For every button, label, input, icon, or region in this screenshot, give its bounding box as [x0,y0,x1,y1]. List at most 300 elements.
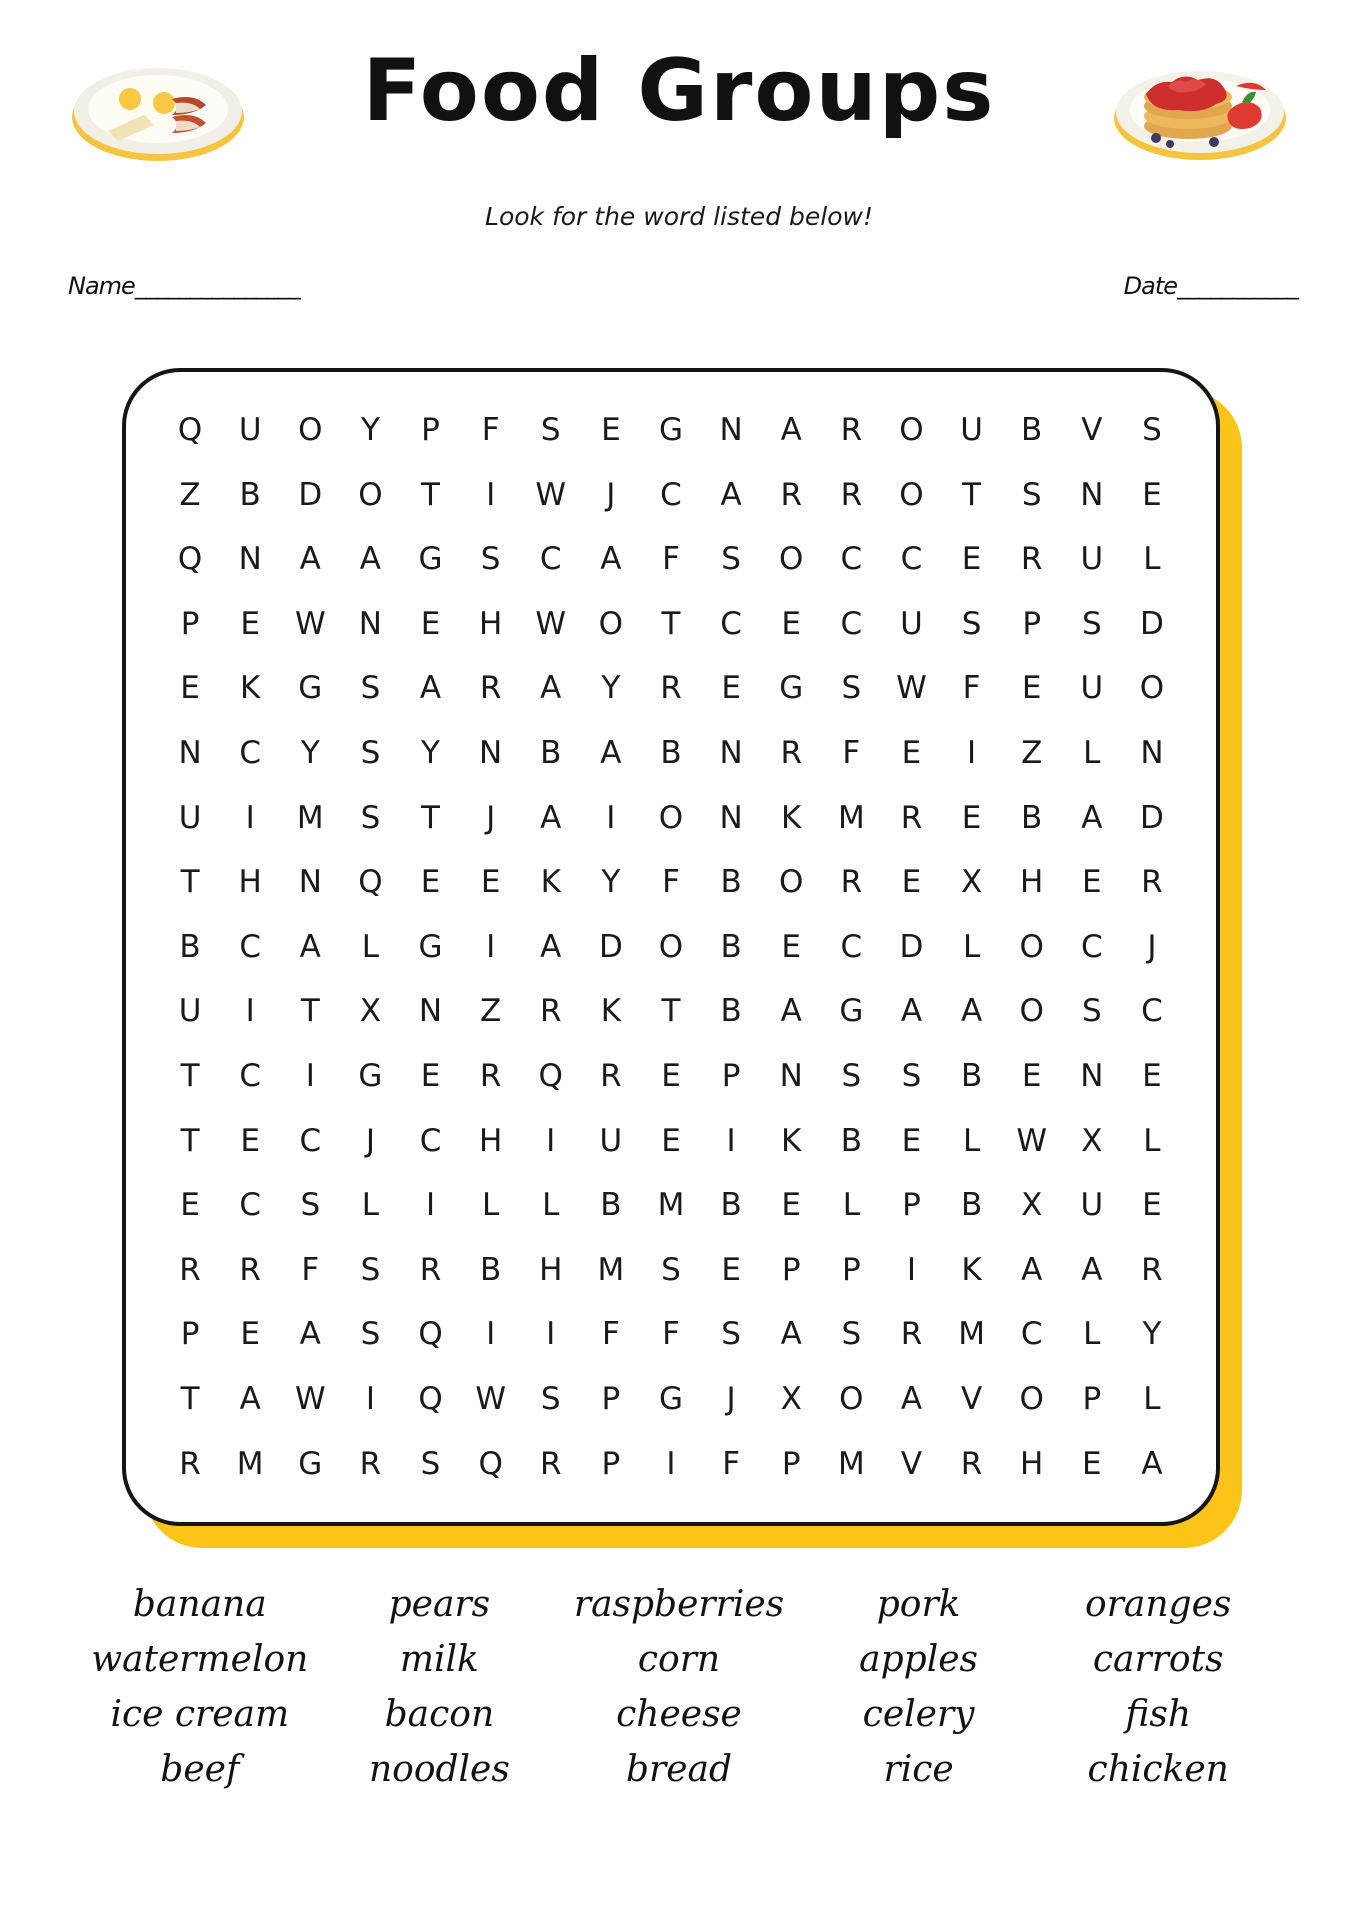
word-list-item[interactable]: bread [625,1749,733,1790]
grid-cell[interactable]: C [1141,993,1163,1030]
word-list-item[interactable]: noodles [368,1749,510,1790]
grid-cell[interactable]: O [899,476,924,513]
grid-cell[interactable]: V [1081,412,1103,448]
grid-cell[interactable]: W [475,1380,506,1417]
grid-cell[interactable]: S [721,541,741,578]
grid-cell[interactable]: S [420,1445,441,1482]
grid-cell[interactable]: L [842,1187,860,1224]
grid-cell[interactable]: L [542,1187,560,1224]
grid-cell[interactable]: Q [538,1057,563,1094]
grid-cell[interactable]: I [546,1122,556,1159]
grid-cell[interactable]: G [779,670,804,707]
grid-cell[interactable]: J [365,1122,375,1159]
grid-cell[interactable]: V [900,1445,923,1482]
grid-cell[interactable]: C [900,541,923,578]
grid-cell[interactable]: R [900,1316,923,1353]
grid-cell[interactable]: H [1020,1445,1044,1482]
word-list-item[interactable]: celery [862,1694,975,1735]
word-list-item[interactable]: chicken [1087,1749,1229,1790]
grid-cell[interactable]: G [358,1057,383,1094]
grid-cell[interactable]: R [1141,864,1163,901]
grid-cell[interactable]: I [967,734,977,771]
grid-cell[interactable]: E [420,864,441,901]
grid-cell[interactable]: B [720,993,742,1030]
grid-cell[interactable]: C [239,928,261,965]
grid-cell[interactable]: P [180,1316,200,1353]
word-list-item[interactable]: pork [876,1584,961,1625]
grid-cell[interactable]: B [480,1251,502,1288]
grid-cell[interactable]: S [360,1316,381,1353]
grid-cell[interactable]: T [180,1122,200,1159]
grid-cell[interactable]: U [599,1122,623,1159]
grid-cell[interactable]: R [179,1251,201,1288]
grid-cell[interactable]: M [236,1445,264,1482]
grid-cell[interactable]: C [299,1122,322,1159]
grid-cell[interactable]: B [660,734,682,771]
grid-cell[interactable]: J [1147,928,1157,965]
grid-cell[interactable]: X [1021,1187,1043,1224]
grid-cell[interactable]: R [900,799,923,836]
grid-cell[interactable]: H [478,605,503,642]
grid-cell[interactable]: E [661,1057,681,1094]
grid-cell[interactable]: Q [177,541,203,578]
grid-cell[interactable]: Y [421,734,440,771]
grid-cell[interactable]: A [1081,1251,1103,1288]
grid-cell[interactable]: O [1139,670,1165,707]
grid-cell[interactable]: A [1141,1445,1163,1482]
grid-cell[interactable]: A [960,993,983,1030]
grid-cell[interactable]: W [535,476,567,513]
grid-cell[interactable]: O [298,412,323,448]
grid-cell[interactable]: T [661,993,681,1030]
grid-cell[interactable]: S [300,1187,321,1224]
grid-cell[interactable]: K [781,799,802,836]
grid-cell[interactable]: E [601,412,621,448]
grid-cell[interactable]: Q [418,1316,443,1353]
date-field-label[interactable]: Date___________ [1123,272,1298,300]
grid-cell[interactable]: G [418,928,443,965]
grid-cell[interactable]: N [418,993,443,1030]
grid-cell[interactable]: I [425,1187,436,1224]
grid-cell[interactable]: F [842,734,861,771]
grid-cell[interactable]: L [482,1187,500,1224]
grid-cell[interactable]: K [240,670,261,707]
word-list-item[interactable]: pears [388,1584,491,1625]
grid-cell[interactable]: N [178,734,202,771]
grid-cell[interactable]: M [837,1445,865,1482]
grid-cell[interactable]: R [539,993,562,1030]
word-list-item[interactable]: apples [859,1639,979,1680]
grid-cell[interactable]: U [1080,541,1104,578]
grid-cell[interactable]: Y [601,670,621,707]
grid-cell[interactable]: R [1020,541,1043,578]
grid-cell[interactable]: F [601,1316,620,1353]
grid-cell[interactable]: C [840,928,863,965]
grid-cell[interactable]: E [901,864,922,901]
grid-cell[interactable]: S [901,1057,922,1094]
grid-cell[interactable]: H [539,1251,563,1288]
grid-cell[interactable]: C [840,605,863,642]
grid-cell[interactable]: O [358,476,383,513]
grid-cell[interactable]: E [781,928,802,965]
grid-cell[interactable]: W [1016,1122,1048,1159]
grid-cell[interactable]: V [960,1380,983,1417]
word-list-item[interactable]: beef [160,1749,240,1790]
grid-cell[interactable]: I [305,1057,315,1094]
grid-cell[interactable]: E [1082,1445,1102,1482]
grid-cell[interactable]: T [180,1057,200,1094]
grid-cell[interactable]: U [1080,1187,1104,1224]
grid-cell[interactable]: A [900,1380,923,1417]
grid-cell[interactable]: B [960,1187,983,1224]
grid-cell[interactable]: A [780,1316,802,1353]
grid-cell[interactable]: P [841,1251,861,1288]
grid-cell[interactable]: S [961,605,982,642]
grid-cell[interactable]: X [359,993,382,1030]
grid-cell[interactable]: S [841,670,862,707]
grid-cell[interactable]: P [601,1380,621,1417]
grid-cell[interactable]: N [719,799,743,836]
grid-cell[interactable]: A [540,799,562,836]
grid-cell[interactable]: E [1142,476,1162,513]
grid-cell[interactable]: P [781,1445,801,1482]
grid-cell[interactable]: I [606,799,616,836]
grid-cell[interactable]: R [179,1445,201,1482]
grid-cell[interactable]: E [721,1251,741,1288]
grid-cell[interactable]: S [360,1251,381,1288]
grid-cell[interactable]: D [1139,799,1164,836]
grid-cell[interactable]: P [180,605,200,642]
grid-cell[interactable]: C [1020,1316,1043,1353]
grid-cell[interactable]: R [780,476,802,513]
grid-cell[interactable]: Q [177,412,203,448]
grid-cell[interactable]: R [239,1251,261,1288]
grid-cell[interactable]: F [662,864,680,901]
grid-cell[interactable]: E [781,1187,802,1224]
grid-cell[interactable]: O [1019,993,1044,1030]
grid-cell[interactable]: B [600,1187,622,1224]
grid-cell[interactable]: U [1080,670,1104,707]
grid-cell[interactable]: U [900,605,923,642]
grid-cell[interactable]: W [294,605,326,642]
grid-cell[interactable]: B [720,864,742,901]
grid-cell[interactable]: O [1019,1380,1044,1417]
grid-cell[interactable]: R [539,1445,562,1482]
grid-cell[interactable]: E [901,734,922,771]
grid-cell[interactable]: N [779,1057,803,1094]
grid-cell[interactable]: B [239,476,261,513]
grid-cell[interactable]: E [240,1122,260,1159]
grid-cell[interactable]: A [540,670,562,707]
word-list-item[interactable]: raspberries [573,1584,785,1625]
grid-cell[interactable]: A [299,928,321,965]
word-list-item[interactable]: milk [399,1639,479,1680]
grid-cell[interactable]: G [839,993,864,1030]
grid-cell[interactable]: U [238,412,262,448]
word-list-item[interactable]: carrots [1092,1639,1224,1680]
grid-cell[interactable]: D [598,928,623,965]
grid-cell[interactable]: R [479,1057,502,1094]
grid-cell[interactable]: U [178,799,202,836]
grid-cell[interactable]: R [419,1251,442,1288]
grid-cell[interactable]: S [1021,476,1042,513]
grid-cell[interactable]: N [719,734,743,771]
grid-cell[interactable]: A [540,928,562,965]
grid-cell[interactable]: E [240,1316,260,1353]
grid-cell[interactable]: G [658,412,683,448]
grid-cell[interactable]: W [896,670,927,707]
grid-cell[interactable]: C [239,734,261,771]
grid-cell[interactable]: B [540,734,562,771]
grid-cell[interactable]: S [360,734,381,771]
grid-cell[interactable]: H [238,864,262,901]
grid-cell[interactable]: B [1021,799,1043,836]
grid-cell[interactable]: J [606,476,616,513]
grid-cell[interactable]: N [1080,476,1104,513]
grid-cell[interactable]: E [1142,1187,1162,1224]
grid-cell[interactable]: H [478,1122,503,1159]
grid-cell[interactable]: K [781,1122,802,1159]
grid-cell[interactable]: B [1021,412,1043,448]
grid-cell[interactable]: Q [418,1380,443,1417]
grid-cell[interactable]: N [358,605,382,642]
grid-cell[interactable]: G [298,1445,323,1482]
grid-cell[interactable]: O [899,412,924,448]
grid-cell[interactable]: N [719,412,743,448]
grid-cell[interactable]: F [962,670,981,707]
grid-cell[interactable]: A [299,541,321,578]
grid-cell[interactable]: S [841,1057,862,1094]
grid-cell[interactable]: C [419,1122,442,1159]
grid-cell[interactable]: S [1081,993,1102,1030]
grid-cell[interactable]: H [1020,864,1044,901]
grid-cell[interactable]: D [899,928,924,965]
grid-cell[interactable]: C [1080,928,1103,965]
grid-cell[interactable]: R [840,412,863,448]
grid-cell[interactable]: T [300,993,320,1030]
grid-cell[interactable]: Y [300,734,320,771]
grid-cell[interactable]: B [840,1122,862,1159]
grid-cell[interactable]: M [958,1316,985,1353]
grid-cell[interactable]: E [420,1057,441,1094]
grid-cell[interactable]: R [479,670,502,707]
grid-cell[interactable]: K [600,993,622,1030]
grid-cell[interactable]: I [546,1316,556,1353]
word-list-item[interactable]: corn [637,1639,721,1680]
grid-cell[interactable]: R [359,1445,382,1482]
grid-cell[interactable]: P [721,1057,741,1094]
grid-cell[interactable]: P [902,1187,921,1224]
grid-cell[interactable]: Q [358,864,383,901]
grid-cell[interactable]: D [298,476,323,513]
grid-cell[interactable]: B [960,1057,983,1094]
grid-cell[interactable]: E [1142,1057,1162,1094]
grid-cell[interactable]: C [660,476,682,513]
grid-cell[interactable]: E [901,1122,922,1159]
grid-cell[interactable]: G [418,541,443,578]
grid-cell[interactable]: Y [601,864,621,901]
grid-cell[interactable]: A [1081,799,1103,836]
grid-cell[interactable]: S [360,799,381,836]
grid-cell[interactable]: L [962,928,981,965]
grid-cell[interactable]: N [238,541,262,578]
grid-cell[interactable]: J [486,799,496,836]
grid-cell[interactable]: I [365,1380,375,1417]
grid-cell[interactable]: U [178,993,202,1030]
grid-cell[interactable]: T [421,799,440,836]
grid-cell[interactable]: I [666,1445,676,1482]
grid-cell[interactable]: U [960,412,983,448]
grid-cell[interactable]: A [780,412,802,448]
grid-cell[interactable]: G [298,670,323,707]
word-list-item[interactable]: ice cream [110,1694,290,1735]
grid-cell[interactable]: Z [1021,734,1043,771]
grid-cell[interactable]: N [479,734,503,771]
grid-cell[interactable]: E [1021,1057,1042,1094]
grid-cell[interactable]: L [1143,1122,1161,1159]
grid-cell[interactable]: P [601,1445,621,1482]
grid-cell[interactable]: R [660,670,682,707]
grid-cell[interactable]: W [294,1380,326,1417]
grid-cell[interactable]: E [180,1187,200,1224]
word-list-item[interactable]: banana [132,1584,267,1625]
grid-cell[interactable]: M [597,1251,625,1288]
grid-cell[interactable]: S [661,1251,681,1288]
grid-cell[interactable]: T [661,605,681,642]
letter-grid[interactable] [160,400,1182,1494]
grid-cell[interactable]: O [779,864,804,901]
grid-cell[interactable]: Q [478,1445,503,1482]
grid-cell[interactable]: L [361,928,380,965]
grid-cell[interactable]: N [298,864,322,901]
grid-cell[interactable]: A [600,541,622,578]
grid-cell[interactable]: S [1081,605,1102,642]
word-list-item[interactable]: cheese [616,1694,742,1735]
grid-cell[interactable]: P [421,412,440,448]
grid-cell[interactable]: P [1022,605,1042,642]
grid-cell[interactable]: Y [360,412,380,448]
word-list-item[interactable]: oranges [1085,1584,1232,1625]
grid-cell[interactable]: L [1143,541,1161,578]
grid-cell[interactable]: C [239,1057,261,1094]
grid-cell[interactable]: X [1081,1122,1103,1159]
grid-cell[interactable]: F [481,412,500,448]
grid-cell[interactable]: I [245,799,255,836]
word-list-item[interactable]: rice [883,1749,954,1790]
grid-cell[interactable]: I [906,1251,917,1288]
grid-cell[interactable]: C [539,541,562,578]
grid-cell[interactable]: E [1082,864,1102,901]
grid-cell[interactable]: E [781,605,802,642]
grid-cell[interactable]: R [960,1445,983,1482]
grid-cell[interactable]: Y [1142,1316,1162,1353]
name-field-label[interactable]: Name_______________ [68,272,300,300]
grid-cell[interactable]: E [721,670,741,707]
grid-cell[interactable]: T [180,1380,200,1417]
word-list-item[interactable]: bacon [384,1694,495,1735]
word-list-item[interactable]: watermelon [91,1639,309,1680]
grid-cell[interactable]: I [486,1316,496,1353]
grid-cell[interactable]: B [720,1187,742,1224]
grid-cell[interactable]: A [359,541,382,578]
grid-cell[interactable]: R [840,476,863,513]
grid-cell[interactable]: J [726,1380,736,1417]
grid-cell[interactable]: A [299,1316,321,1353]
grid-cell[interactable]: O [779,541,804,578]
grid-cell[interactable]: I [726,1122,736,1159]
grid-cell[interactable]: E [1021,670,1042,707]
grid-cell[interactable]: O [598,605,624,642]
grid-cell[interactable]: N [1080,1057,1104,1094]
grid-cell[interactable]: S [721,1316,741,1353]
grid-cell[interactable]: S [480,541,501,578]
grid-cell[interactable]: X [780,1380,802,1417]
grid-cell[interactable]: E [961,799,982,836]
grid-cell[interactable]: A [239,1380,261,1417]
grid-cell[interactable]: M [837,799,865,836]
grid-cell[interactable]: A [1021,1251,1043,1288]
grid-cell[interactable]: R [780,734,802,771]
grid-cell[interactable]: M [657,1187,685,1224]
grid-cell[interactable]: T [962,476,982,513]
grid-cell[interactable]: B [720,928,742,965]
grid-cell[interactable]: A [780,993,802,1030]
grid-cell[interactable]: M [296,799,324,836]
grid-cell[interactable]: F [662,541,680,578]
grid-cell[interactable]: R [1141,1251,1163,1288]
grid-cell[interactable]: R [840,864,863,901]
grid-cell[interactable]: I [486,476,496,513]
grid-cell[interactable]: P [1082,1380,1102,1417]
grid-cell[interactable]: K [961,1251,982,1288]
grid-cell[interactable]: Z [480,993,502,1030]
grid-cell[interactable]: T [421,476,440,513]
grid-cell[interactable]: E [420,605,441,642]
grid-cell[interactable]: C [239,1187,261,1224]
grid-cell[interactable]: F [722,1445,741,1482]
grid-cell[interactable]: A [600,734,622,771]
grid-cell[interactable]: B [179,928,201,965]
grid-cell[interactable]: A [419,670,442,707]
grid-cell[interactable]: E [240,605,260,642]
grid-cell[interactable]: F [662,1316,680,1353]
grid-cell[interactable]: S [540,412,561,448]
grid-cell[interactable]: S [540,1380,561,1417]
grid-cell[interactable]: X [960,864,983,901]
grid-cell[interactable]: E [480,864,501,901]
grid-cell[interactable]: O [1019,928,1044,965]
grid-cell[interactable]: L [361,1187,380,1224]
grid-cell[interactable]: L [1083,734,1101,771]
grid-cell[interactable]: D [1139,605,1164,642]
grid-cell[interactable]: O [658,799,684,836]
grid-cell[interactable]: L [1143,1380,1161,1417]
grid-cell[interactable]: S [360,670,381,707]
grid-cell[interactable]: I [245,993,255,1030]
grid-cell[interactable]: A [720,476,742,513]
grid-cell[interactable]: P [781,1251,801,1288]
grid-cell[interactable]: Z [179,476,201,513]
grid-cell[interactable]: O [839,1380,864,1417]
grid-cell[interactable]: R [600,1057,622,1094]
grid-cell[interactable]: L [962,1122,981,1159]
grid-cell[interactable]: T [180,864,200,901]
grid-cell[interactable]: K [540,864,561,901]
grid-cell[interactable]: C [840,541,863,578]
grid-cell[interactable]: E [961,541,982,578]
grid-cell[interactable]: N [1140,734,1164,771]
grid-cell[interactable]: S [841,1316,862,1353]
